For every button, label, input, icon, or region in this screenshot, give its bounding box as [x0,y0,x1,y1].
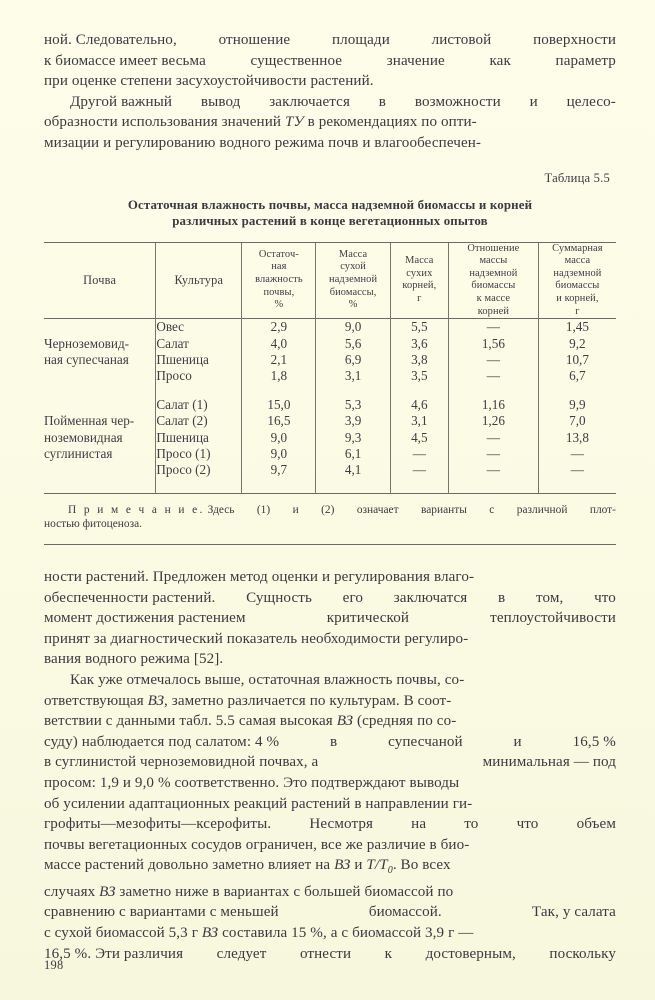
text-line: массе растений довольно заметно влияет на ВЗ и $Т/Т_0$. Во всех [44,857,451,877]
table-body [44,319,616,494]
text-line: ностью фитоценоза. [44,518,143,531]
text-line: к биомассе имеет весьма существенное значение как параметр [44,52,616,69]
cell-total-mass-list: 9,9 7,0 13,8 — — [565,396,589,478]
symbol-t-over-t0: Т/Т [366,857,388,874]
symbol-vz: ВЗ [334,857,351,874]
text-line: ной. Следовательно, отношение площади листовой поверхности [44,32,616,48]
cell-dry-biomass-list: 5,3 3,9 9,3 6,1 4,1 [316,397,390,479]
table-bottom-pad [44,479,616,494]
results-table [44,242,616,494]
symbol-ty: ТУ [284,114,304,131]
symbol-t0-subscript: 0 [387,865,393,877]
paragraph-top-2 [44,92,616,154]
cell-dry-biomass-list: 9,0 5,6 6,9 3,1 [316,319,390,385]
cell-soil: Пойменная чер- ноземовидная суглинистая [44,397,156,479]
symbol-vz: ВЗ [201,925,219,942]
page-content [44,30,616,964]
text-line: при оценке степени засухоустойчивости растений. [44,73,374,90]
table-number: Таблица 5.5 [544,170,610,185]
col-header-shoot-root-ratio: Отношение массы надземной биомассы к массе корней [448,243,538,319]
text-line: мизации и регулированию водного режима почв и влагообеспечен- [44,134,482,151]
text-line: с сухой биомассой 5,3 г ВЗ составила 15 %, а с биомассой 3,9 г — [44,925,474,942]
paragraph-top-1 [44,30,616,92]
text-line: просом: 1,9 и 9,0 % соответственно. Это подтверждают выводы [44,774,460,791]
cell-root-mass-list: 5,5 3,6 3,8 3,5 [390,319,448,385]
text-line: случаях ВЗ заметно ниже в вариантах с большей биомассой по [44,883,454,900]
cell-ratio-list: — 1,56 — — [448,319,538,385]
symbol-vz: ВЗ [99,883,116,900]
col-header-soil: Почва [44,243,156,319]
text-line: суду) наблюдается под салатом: 4 % в супесчаной и 16,5 % [44,733,616,750]
col-header-dry-biomass: Масса сухой надземной биомассы, % [316,243,390,319]
cell-crop-list: Салат (1) Салат (2) Пшеница Просо (1) Просо (2) [156,397,242,479]
text-line: 16,5 %. Эти различия следует отнести к достоверным, поскольку [44,945,616,962]
text-line: сравнению с вариантами с меньшей биомассой. Так, у салата [44,904,616,921]
text-line: об усилении адаптационных реакций растений в направлении ги- [44,795,473,812]
note-label: П р и м е ч а н и е. [68,503,205,516]
text-line: принят за диагностический показатель необходимости регулиро- [44,630,469,647]
text-line: ности растений. Предложен метод оценки и регулирования влаго- [44,568,475,585]
table-row [44,397,616,479]
text-line: ветствии с данными табл. 5.5 самая высокая ВЗ (средняя по со- [44,713,457,730]
col-header-total-mass: Суммарная масса надземной биомассы и корней, г [552,242,603,317]
text-line: момент достижения растением критической теплоустойчивости [44,610,616,627]
group-gap [44,385,616,397]
cell-crop-list: Овес Салат Пшеница Просо [156,319,242,385]
table-head [44,242,616,319]
paragraph-bottom-1 [44,567,616,670]
cell-total-mass-list: 1,45 9,2 10,7 6,7 [565,319,589,384]
table-block [44,171,616,545]
text-line: П р и м е ч а н и е. Здесь (1) и (2) означает варианты с различной плот- [68,503,616,516]
section-separator [44,544,616,545]
text-line: в суглинистой черноземовидной почвах, а минимальная — под [44,754,616,771]
col-header-residual-moisture: Остаточ- ная влажность почвы, % [242,243,316,319]
text-line: образности использования значений ТУ в рекомендациях по опти- [44,114,477,131]
text-line: почвы вегетационных сосудов ограничен, все же различие в био- [44,836,470,853]
symbol-vz: ВЗ [147,692,165,709]
symbol-vz: ВЗ [336,713,354,730]
col-header-crop: Культура [156,243,242,319]
text-line: обеспеченности растений. Сущность его заключатся в том, что [44,589,616,606]
page-number: 198 [44,958,64,972]
table-rule-bottom [44,493,616,494]
table-header-row [44,243,616,319]
text-line: Другой важный вывод заключается в возможности и целесо- [70,93,616,110]
paragraph-bottom-2 [44,670,616,964]
cell-ratio-list: 1,16 1,26 — — — [448,397,538,479]
text-line: грофиты—мезофиты—ксерофиты. Несмотря на то что объем [44,816,616,833]
table-title: Остаточная влажность почвы, масса надземной биомассы и корней различных растений в конце вегетационных опытов [127,197,533,229]
cell-moisture-list: 2,9 4,0 2,1 1,8 [242,319,316,385]
text-line: Как уже отмечалось выше, остаточная влажность почвы, со- [70,671,465,688]
col-header-root-mass: Масса сухих корней, г [390,243,448,319]
text-line: ответствующая ВЗ, заметно различается по культурам. В соот- [44,692,452,709]
cell-moisture-list: 15,0 16,5 9,0 9,0 9,7 [242,397,316,479]
text-line: вания водного режима [52]. [44,651,224,668]
cell-root-mass-list: 4,6 3,1 4,5 — — [390,397,448,479]
cell-soil: Черноземовид- ная супесчаная [44,319,156,385]
table-note [44,503,616,532]
